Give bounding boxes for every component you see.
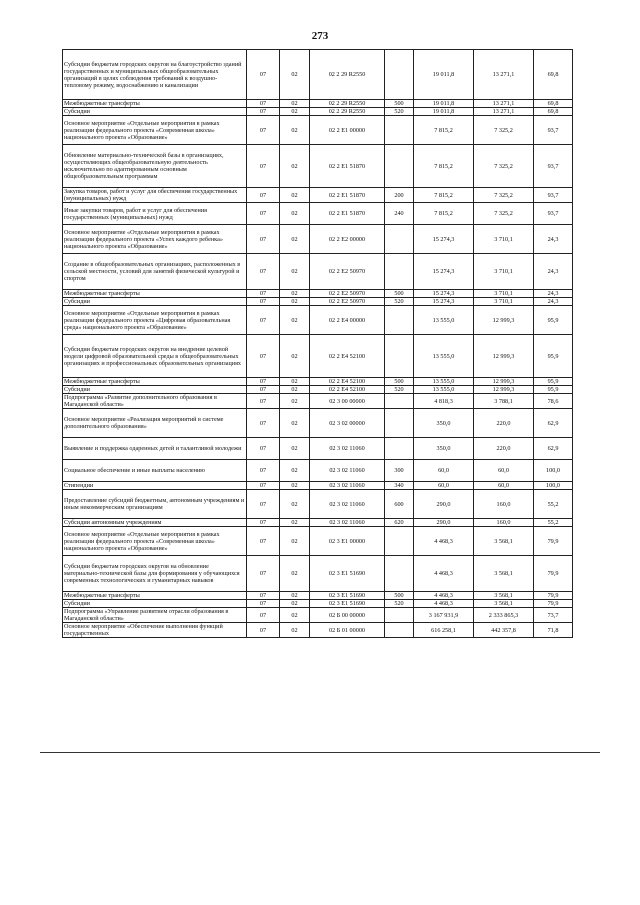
actual-amount-cell: 7 325,2	[474, 188, 534, 203]
section-code-cell: 07	[247, 145, 280, 188]
actual-amount-cell: 7 325,2	[474, 203, 534, 225]
subsection-code-cell: 02	[280, 225, 310, 254]
target-article-cell: 02 2 E2 00000	[310, 225, 385, 254]
expense-type-cell: 200	[385, 188, 414, 203]
subsection-code-cell: 02	[280, 203, 310, 225]
target-article-cell: 02 3 02 11060	[310, 490, 385, 519]
section-code-cell: 07	[247, 225, 280, 254]
expense-type-cell: 520	[385, 108, 414, 116]
table-row	[63, 50, 573, 100]
subsection-code-cell: 02	[280, 386, 310, 394]
planned-amount-cell: 350,0	[414, 409, 474, 438]
expense-type-cell	[385, 145, 414, 188]
section-code-cell: 07	[247, 556, 280, 592]
planned-amount-cell: 4 468,3	[414, 592, 474, 600]
expense-type-cell	[385, 623, 414, 638]
expense-type-cell: 520	[385, 386, 414, 394]
execution-percent-cell: 69,8	[534, 50, 573, 100]
page-number: 273	[311, 30, 329, 42]
target-article-cell: 02 3 E1 51690	[310, 600, 385, 608]
expense-type-cell	[385, 608, 414, 623]
budget-table-container	[62, 49, 572, 638]
actual-amount-cell: 3 710,1	[474, 298, 534, 306]
section-code-cell: 07	[247, 254, 280, 290]
expense-type-cell	[385, 306, 414, 335]
planned-amount-cell: 616 258,1	[414, 623, 474, 638]
planned-amount-cell: 7 815,2	[414, 145, 474, 188]
execution-percent-cell: 62,9	[534, 409, 573, 438]
row-name-cell: Субсидии бюджетам городских округов на внедрение целевой модели цифровой образовательной среды в общеобразовательных организациях и профессиональных образовательных организациях	[63, 335, 247, 378]
row-name-cell: Основное мероприятие «Отдельные мероприятия в рамках реализации федерального проекта «Современная школа» национального проекта «Образование»	[63, 527, 247, 556]
target-article-cell: 02 Б 01 00000	[310, 623, 385, 638]
section-code-cell: 07	[247, 108, 280, 116]
actual-amount-cell: 13 271,1	[474, 108, 534, 116]
actual-amount-cell: 7 325,2	[474, 145, 534, 188]
execution-percent-cell: 24,3	[534, 290, 573, 298]
target-article-cell: 02 2 29 R2550	[310, 50, 385, 100]
expense-type-cell: 500	[385, 290, 414, 298]
execution-percent-cell: 95,9	[534, 378, 573, 386]
row-name-cell: Субсидии бюджетам городских округов на благоустройство зданий государственных и муниципальных общеобразовательных организаций в целях соблюдения требований к воздушно-тепловому режиму, водоснабжению и канализации	[63, 50, 247, 100]
table-row	[63, 490, 573, 519]
expense-type-cell	[385, 438, 414, 460]
section-code-cell: 07	[247, 592, 280, 600]
actual-amount-cell: 2 333 865,3	[474, 608, 534, 623]
execution-percent-cell: 95,9	[534, 306, 573, 335]
actual-amount-cell: 3 710,1	[474, 254, 534, 290]
planned-amount-cell: 7 815,2	[414, 188, 474, 203]
table-row	[63, 254, 573, 290]
expense-type-cell	[385, 409, 414, 438]
section-code-cell: 07	[247, 335, 280, 378]
planned-amount-cell: 60,0	[414, 460, 474, 482]
table-row	[63, 290, 573, 298]
planned-amount-cell: 13 555,0	[414, 335, 474, 378]
table-row	[63, 188, 573, 203]
subsection-code-cell: 02	[280, 438, 310, 460]
execution-percent-cell: 79,9	[534, 527, 573, 556]
subsection-code-cell: 02	[280, 116, 310, 145]
section-code-cell: 07	[247, 623, 280, 638]
planned-amount-cell: 15 274,3	[414, 290, 474, 298]
table-row	[63, 623, 573, 638]
target-article-cell: 02 2 E4 52100	[310, 378, 385, 386]
actual-amount-cell: 3 788,1	[474, 394, 534, 409]
row-name-cell: Субсидии бюджетам городских округов на обновление материально-технической базы для формирования у обучающихся современных технологических и гуманитарных навыков	[63, 556, 247, 592]
actual-amount-cell: 220,0	[474, 409, 534, 438]
execution-percent-cell: 93,7	[534, 203, 573, 225]
subsection-code-cell: 02	[280, 490, 310, 519]
actual-amount-cell: 60,0	[474, 482, 534, 490]
section-code-cell: 07	[247, 409, 280, 438]
actual-amount-cell: 3 710,1	[474, 225, 534, 254]
table-row	[63, 592, 573, 600]
row-name-cell: Основное мероприятие «Отдельные мероприятия в рамках реализации федерального проекта «Цифровая образовательная среда» национального проекта «Образование»	[63, 306, 247, 335]
planned-amount-cell: 4 818,3	[414, 394, 474, 409]
actual-amount-cell: 3 568,1	[474, 556, 534, 592]
execution-percent-cell: 69,8	[534, 108, 573, 116]
row-name-cell: Межбюджетные трансферты	[63, 592, 247, 600]
expense-type-cell: 520	[385, 298, 414, 306]
section-code-cell: 07	[247, 519, 280, 527]
target-article-cell: 02 2 E1 51870	[310, 203, 385, 225]
row-name-cell: Межбюджетные трансферты	[63, 100, 247, 108]
table-row	[63, 394, 573, 409]
row-name-cell: Иные закупки товаров, работ и услуг для обеспечения государственных (муниципальных) нужд	[63, 203, 247, 225]
row-name-cell: Субсидии автономным учреждениям	[63, 519, 247, 527]
execution-percent-cell: 24,3	[534, 298, 573, 306]
table-row	[63, 108, 573, 116]
subsection-code-cell: 02	[280, 527, 310, 556]
table-row	[63, 438, 573, 460]
expense-type-cell	[385, 225, 414, 254]
execution-percent-cell: 95,9	[534, 335, 573, 378]
target-article-cell: 02 2 29 R2550	[310, 108, 385, 116]
row-name-cell: Подпрограмма «Развитие дополнительного образования в Магаданской области»	[63, 394, 247, 409]
actual-amount-cell: 60,0	[474, 460, 534, 482]
expense-type-cell: 620	[385, 519, 414, 527]
section-code-cell: 07	[247, 116, 280, 145]
expense-type-cell	[385, 116, 414, 145]
section-code-cell: 07	[247, 608, 280, 623]
table-row	[63, 386, 573, 394]
execution-percent-cell: 24,3	[534, 254, 573, 290]
planned-amount-cell: 350,0	[414, 438, 474, 460]
expense-type-cell	[385, 394, 414, 409]
row-name-cell: Обновление материально-технической базы в организациях, осуществляющих общеобразовательную деятельность исключительно по адаптированным основным общеобразовательным программам	[63, 145, 247, 188]
row-name-cell: Подпрограмма «Управление развитием отрасли образования в Магаданской области»	[63, 608, 247, 623]
execution-percent-cell: 69,8	[534, 100, 573, 108]
execution-percent-cell: 24,3	[534, 225, 573, 254]
section-code-cell: 07	[247, 460, 280, 482]
planned-amount-cell: 19 011,8	[414, 50, 474, 100]
subsection-code-cell: 02	[280, 482, 310, 490]
planned-amount-cell: 290,0	[414, 519, 474, 527]
expense-type-cell: 520	[385, 600, 414, 608]
actual-amount-cell: 12 999,3	[474, 386, 534, 394]
expense-type-cell: 500	[385, 378, 414, 386]
planned-amount-cell: 13 555,0	[414, 386, 474, 394]
table-row	[63, 225, 573, 254]
subsection-code-cell: 02	[280, 50, 310, 100]
target-article-cell: 02 3 02 11060	[310, 460, 385, 482]
subsection-code-cell: 02	[280, 608, 310, 623]
target-article-cell: 02 Б 00 00000	[310, 608, 385, 623]
actual-amount-cell: 12 999,3	[474, 306, 534, 335]
subsection-code-cell: 02	[280, 460, 310, 482]
target-article-cell: 02 3 E1 00000	[310, 527, 385, 556]
actual-amount-cell: 3 568,1	[474, 600, 534, 608]
table-row	[63, 600, 573, 608]
expense-type-cell	[385, 527, 414, 556]
target-article-cell: 02 2 29 R2550	[310, 100, 385, 108]
planned-amount-cell: 19 011,8	[414, 100, 474, 108]
section-code-cell: 07	[247, 438, 280, 460]
target-article-cell: 02 3 E1 51690	[310, 592, 385, 600]
target-article-cell: 02 2 E4 52100	[310, 386, 385, 394]
table-row	[63, 460, 573, 482]
planned-amount-cell: 15 274,3	[414, 254, 474, 290]
planned-amount-cell: 3 167 931,9	[414, 608, 474, 623]
row-name-cell: Основное мероприятие «Отдельные мероприятия в рамках реализации федерального проекта «Успех каждого ребенка» национального проекта «Образование»	[63, 225, 247, 254]
section-code-cell: 07	[247, 306, 280, 335]
planned-amount-cell: 4 468,3	[414, 556, 474, 592]
execution-percent-cell: 79,9	[534, 600, 573, 608]
actual-amount-cell: 12 999,3	[474, 335, 534, 378]
planned-amount-cell: 60,0	[414, 482, 474, 490]
table-row	[63, 482, 573, 490]
section-code-cell: 07	[247, 600, 280, 608]
subsection-code-cell: 02	[280, 556, 310, 592]
execution-percent-cell: 78,6	[534, 394, 573, 409]
section-code-cell: 07	[247, 386, 280, 394]
expense-type-cell	[385, 556, 414, 592]
planned-amount-cell: 15 274,3	[414, 298, 474, 306]
execution-percent-cell: 71,8	[534, 623, 573, 638]
actual-amount-cell: 13 271,1	[474, 100, 534, 108]
table-row	[63, 298, 573, 306]
actual-amount-cell: 12 999,3	[474, 378, 534, 386]
execution-percent-cell: 73,7	[534, 608, 573, 623]
subsection-code-cell: 02	[280, 600, 310, 608]
subsection-code-cell: 02	[280, 394, 310, 409]
row-name-cell: Субсидии	[63, 298, 247, 306]
expense-type-cell	[385, 50, 414, 100]
execution-percent-cell: 62,9	[534, 438, 573, 460]
row-name-cell: Стипендии	[63, 482, 247, 490]
subsection-code-cell: 02	[280, 188, 310, 203]
table-row	[63, 306, 573, 335]
table-row	[63, 527, 573, 556]
execution-percent-cell: 55,2	[534, 490, 573, 519]
actual-amount-cell: 160,0	[474, 519, 534, 527]
target-article-cell: 02 2 E2 50970	[310, 254, 385, 290]
subsection-code-cell: 02	[280, 409, 310, 438]
actual-amount-cell: 3 710,1	[474, 290, 534, 298]
subsection-code-cell: 02	[280, 108, 310, 116]
subsection-code-cell: 02	[280, 100, 310, 108]
table-row	[63, 556, 573, 592]
subsection-code-cell: 02	[280, 298, 310, 306]
target-article-cell: 02 3 02 11060	[310, 438, 385, 460]
subsection-code-cell: 02	[280, 290, 310, 298]
subsection-code-cell: 02	[280, 145, 310, 188]
section-code-cell: 07	[247, 490, 280, 519]
planned-amount-cell: 7 815,2	[414, 203, 474, 225]
section-code-cell: 07	[247, 188, 280, 203]
row-name-cell: Социальное обеспечение и иные выплаты населению	[63, 460, 247, 482]
row-name-cell: Основное мероприятие «Отдельные мероприятия в рамках реализации федерального проекта «Современная школа» национального проекта «Образование»	[63, 116, 247, 145]
section-code-cell: 07	[247, 203, 280, 225]
row-name-cell: Субсидии	[63, 108, 247, 116]
section-code-cell: 07	[247, 298, 280, 306]
subsection-code-cell: 02	[280, 306, 310, 335]
bottom-divider	[40, 752, 600, 753]
execution-percent-cell: 100,0	[534, 482, 573, 490]
section-code-cell: 07	[247, 394, 280, 409]
expense-type-cell: 240	[385, 203, 414, 225]
subsection-code-cell: 02	[280, 378, 310, 386]
row-name-cell: Основное мероприятие «Обеспечение выполнения функций государственных	[63, 623, 247, 638]
expense-type-cell: 500	[385, 100, 414, 108]
subsection-code-cell: 02	[280, 335, 310, 378]
table-row	[63, 409, 573, 438]
actual-amount-cell: 160,0	[474, 490, 534, 519]
target-article-cell: 02 2 E4 00000	[310, 306, 385, 335]
expense-type-cell: 600	[385, 490, 414, 519]
table-row	[63, 378, 573, 386]
expense-type-cell: 340	[385, 482, 414, 490]
planned-amount-cell: 4 468,3	[414, 600, 474, 608]
target-article-cell: 02 2 E2 50970	[310, 298, 385, 306]
section-code-cell: 07	[247, 527, 280, 556]
actual-amount-cell: 3 568,1	[474, 592, 534, 600]
target-article-cell: 02 3 02 11060	[310, 482, 385, 490]
execution-percent-cell: 93,7	[534, 188, 573, 203]
section-code-cell: 07	[247, 482, 280, 490]
target-article-cell: 02 2 E1 51870	[310, 145, 385, 188]
planned-amount-cell: 13 555,0	[414, 306, 474, 335]
expense-type-cell	[385, 335, 414, 378]
execution-percent-cell: 95,9	[534, 386, 573, 394]
target-article-cell: 02 2 E1 00000	[310, 116, 385, 145]
row-name-cell: Выявление и поддержка одаренных детей и талантливой молодежи	[63, 438, 247, 460]
actual-amount-cell: 13 271,1	[474, 50, 534, 100]
target-article-cell: 02 3 02 11060	[310, 519, 385, 527]
row-name-cell: Закупка товаров, работ и услуг для обеспечения государственных (муниципальных) нужд	[63, 188, 247, 203]
budget-table	[62, 49, 573, 638]
expense-type-cell	[385, 254, 414, 290]
row-name-cell: Основное мероприятие «Реализация мероприятий в системе дополнительного образования»	[63, 409, 247, 438]
target-article-cell: 02 2 E4 52100	[310, 335, 385, 378]
subsection-code-cell: 02	[280, 519, 310, 527]
planned-amount-cell: 13 555,0	[414, 378, 474, 386]
subsection-code-cell: 02	[280, 623, 310, 638]
row-name-cell: Субсидии	[63, 600, 247, 608]
expense-type-cell: 500	[385, 592, 414, 600]
target-article-cell: 02 2 E1 51870	[310, 188, 385, 203]
execution-percent-cell: 93,7	[534, 116, 573, 145]
row-name-cell: Предоставление субсидий бюджетным, автономным учреждениям и иным некоммерческим организациям	[63, 490, 247, 519]
row-name-cell: Создание в общеобразовательных организациях, расположенных в сельской местности, условий для занятий физической культурой и спортом	[63, 254, 247, 290]
planned-amount-cell: 290,0	[414, 490, 474, 519]
target-article-cell: 02 3 00 00000	[310, 394, 385, 409]
execution-percent-cell: 79,9	[534, 592, 573, 600]
section-code-cell: 07	[247, 100, 280, 108]
subsection-code-cell: 02	[280, 254, 310, 290]
actual-amount-cell: 7 325,2	[474, 116, 534, 145]
subsection-code-cell: 02	[280, 592, 310, 600]
table-row	[63, 116, 573, 145]
table-row	[63, 100, 573, 108]
planned-amount-cell: 19 011,8	[414, 108, 474, 116]
execution-percent-cell: 93,7	[534, 145, 573, 188]
expense-type-cell: 300	[385, 460, 414, 482]
row-name-cell: Субсидии	[63, 386, 247, 394]
actual-amount-cell: 3 568,1	[474, 527, 534, 556]
target-article-cell: 02 3 02 00000	[310, 409, 385, 438]
table-row	[63, 519, 573, 527]
row-name-cell: Межбюджетные трансферты	[63, 378, 247, 386]
table-row	[63, 203, 573, 225]
table-row	[63, 608, 573, 623]
execution-percent-cell: 100,0	[534, 460, 573, 482]
row-name-cell: Межбюджетные трансферты	[63, 290, 247, 298]
section-code-cell: 07	[247, 290, 280, 298]
planned-amount-cell: 7 815,2	[414, 116, 474, 145]
actual-amount-cell: 442 357,8	[474, 623, 534, 638]
target-article-cell: 02 3 E1 51690	[310, 556, 385, 592]
table-row	[63, 145, 573, 188]
planned-amount-cell: 4 468,3	[414, 527, 474, 556]
budget-table-body	[63, 50, 573, 638]
section-code-cell: 07	[247, 50, 280, 100]
execution-percent-cell: 55,2	[534, 519, 573, 527]
planned-amount-cell: 15 274,3	[414, 225, 474, 254]
table-row	[63, 335, 573, 378]
section-code-cell: 07	[247, 378, 280, 386]
target-article-cell: 02 2 E2 50970	[310, 290, 385, 298]
actual-amount-cell: 220,0	[474, 438, 534, 460]
execution-percent-cell: 79,9	[534, 556, 573, 592]
